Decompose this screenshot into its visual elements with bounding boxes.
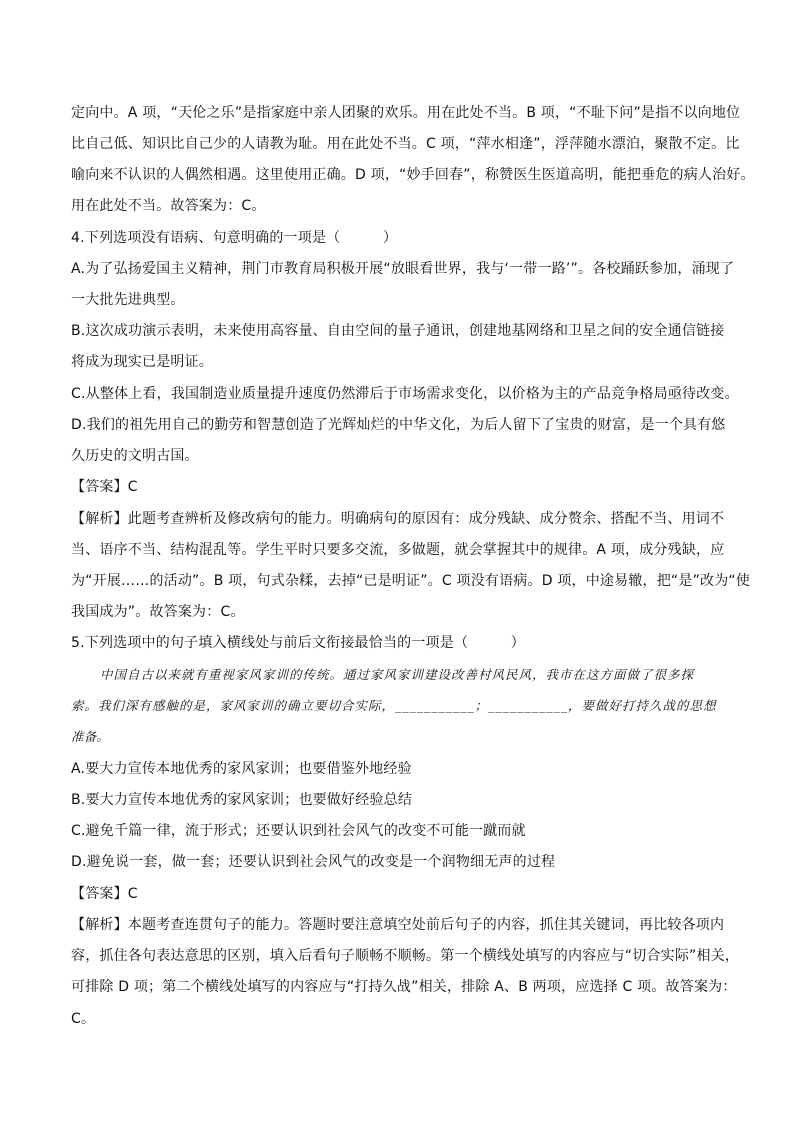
question-5-passage: 准备。 xyxy=(71,729,110,744)
analysis-line: 喻向来不认识的人偶然相遇。这里使用正确。D 项，“妙手回春”，称赞医生医道高明，能把垂危的病人治好。 xyxy=(71,167,755,183)
question-4-option-b-cont: 将成为现实已是明证。 xyxy=(71,354,213,370)
question-4-option-a-cont: 一大批先进典型。 xyxy=(71,292,185,308)
question-5-option-c: C.避免千篇一律，流于形式；还要认识到社会风气的改变不可能一蹴而就 xyxy=(71,823,526,839)
question-5-analysis: 【解析】本题考查连贯句子的能力。答题时要注意填空处前后句子的内容，抓住其关键词，再比较各项内 xyxy=(71,917,725,933)
question-5-analysis: 容，抓住各句表达意思的区别，填入后看句子顺畅不顺畅。第一个横线处填写的内容应与“切合实际”相关， xyxy=(71,948,740,964)
question-5-stem: 5.下列选项中的句子填入横线处与前后文衔接最恰当的一项是（ ） xyxy=(71,635,525,651)
question-5-passage: 索。我们深有感触的是，家风家训的确立要切合实际，___________；___________，要做好打持久战的思想 xyxy=(71,698,717,713)
question-5-option-d: D.避免说一套，做一套；还要认识到社会风气的改变是一个润物细无声的过程 xyxy=(71,854,556,870)
question-4-analysis: 【解析】此题考查辨析及修改病句的能力。明确病句的原因有：成分残缺、成分赘余、搭配不当、用词不 xyxy=(71,511,725,527)
question-4-option-c: C.从整体上看，我国制造业质量提升速度仍然滞后于市场需求变化，以价格为主的产品竞争格局亟待改变。 xyxy=(71,386,739,402)
question-4-analysis: 我国成为”。故答案为：C。 xyxy=(71,604,245,620)
analysis-line: 比自己低、知识比自己少的人请教为耻。用在此处不当。C 项，“萍水相逢”，浮萍随水漂泊，聚散不定。比 xyxy=(71,136,740,152)
analysis-line: 用在此处不当。故答案为：C。 xyxy=(71,198,266,214)
question-4-option-d-cont: 久历史的文明古国。 xyxy=(71,448,199,464)
question-5-analysis: 可排除 D 项；第二个横线处填写的内容应与“打持久战”相关，排除 A、B 两项，应选择 C 项。故答案为： xyxy=(71,979,737,995)
question-4-answer: 【答案】C xyxy=(71,479,138,495)
question-5-passage: 中国自古以来就有重视家风家训的传统。通过家风家训建设改善村风民风，我市在这方面做了很多探 xyxy=(100,667,695,682)
question-4-analysis: 为“开展……的活动”。B 项，句式杂糅，去掉“已是明证”。C 项没有语病。D 项，中途易辙，把“是”改为“使 xyxy=(71,573,751,589)
question-4-analysis: 当、语序不当、结构混乱等。学生平时只要多交流，多做题，就会掌握其中的规律。A 项，成分残缺，应 xyxy=(71,542,725,558)
question-5-analysis: C。 xyxy=(71,1011,96,1027)
question-5-option-b: B.要大力宣传本地优秀的家风家训；也要做好经验总结 xyxy=(71,792,413,808)
question-5-option-a: A.要大力宣传本地优秀的家风家训；也要借鉴外地经验 xyxy=(71,761,412,777)
question-4-option-a: A.为了弘扬爱国主义精神，荆门市教育局积极开展“放眼看世界，我与‘一带一路’”。各校踊跃参加，涌现了 xyxy=(71,261,735,277)
question-4-stem: 4.下列选项没有语病、句意明确的一项是（ ） xyxy=(71,230,398,246)
question-4-option-b: B.这次成功演示表明，未来使用高容量、自由空间的量子通讯，创建地基网络和卫星之间的安全通信链接 xyxy=(71,323,725,339)
question-5-answer: 【答案】C xyxy=(71,886,138,902)
question-4-option-d: D.我们的祖先用自己的勤劳和智慧创造了光辉灿烂的中华文化，为后人留下了宝贵的财富，是一个具有悠 xyxy=(71,417,726,433)
analysis-line: 定向中。A 项，“天伦之乐”是指家庭中亲人团聚的欢乐。用在此处不当。B 项，“不耻下问”是指不以向地位 xyxy=(71,105,741,121)
